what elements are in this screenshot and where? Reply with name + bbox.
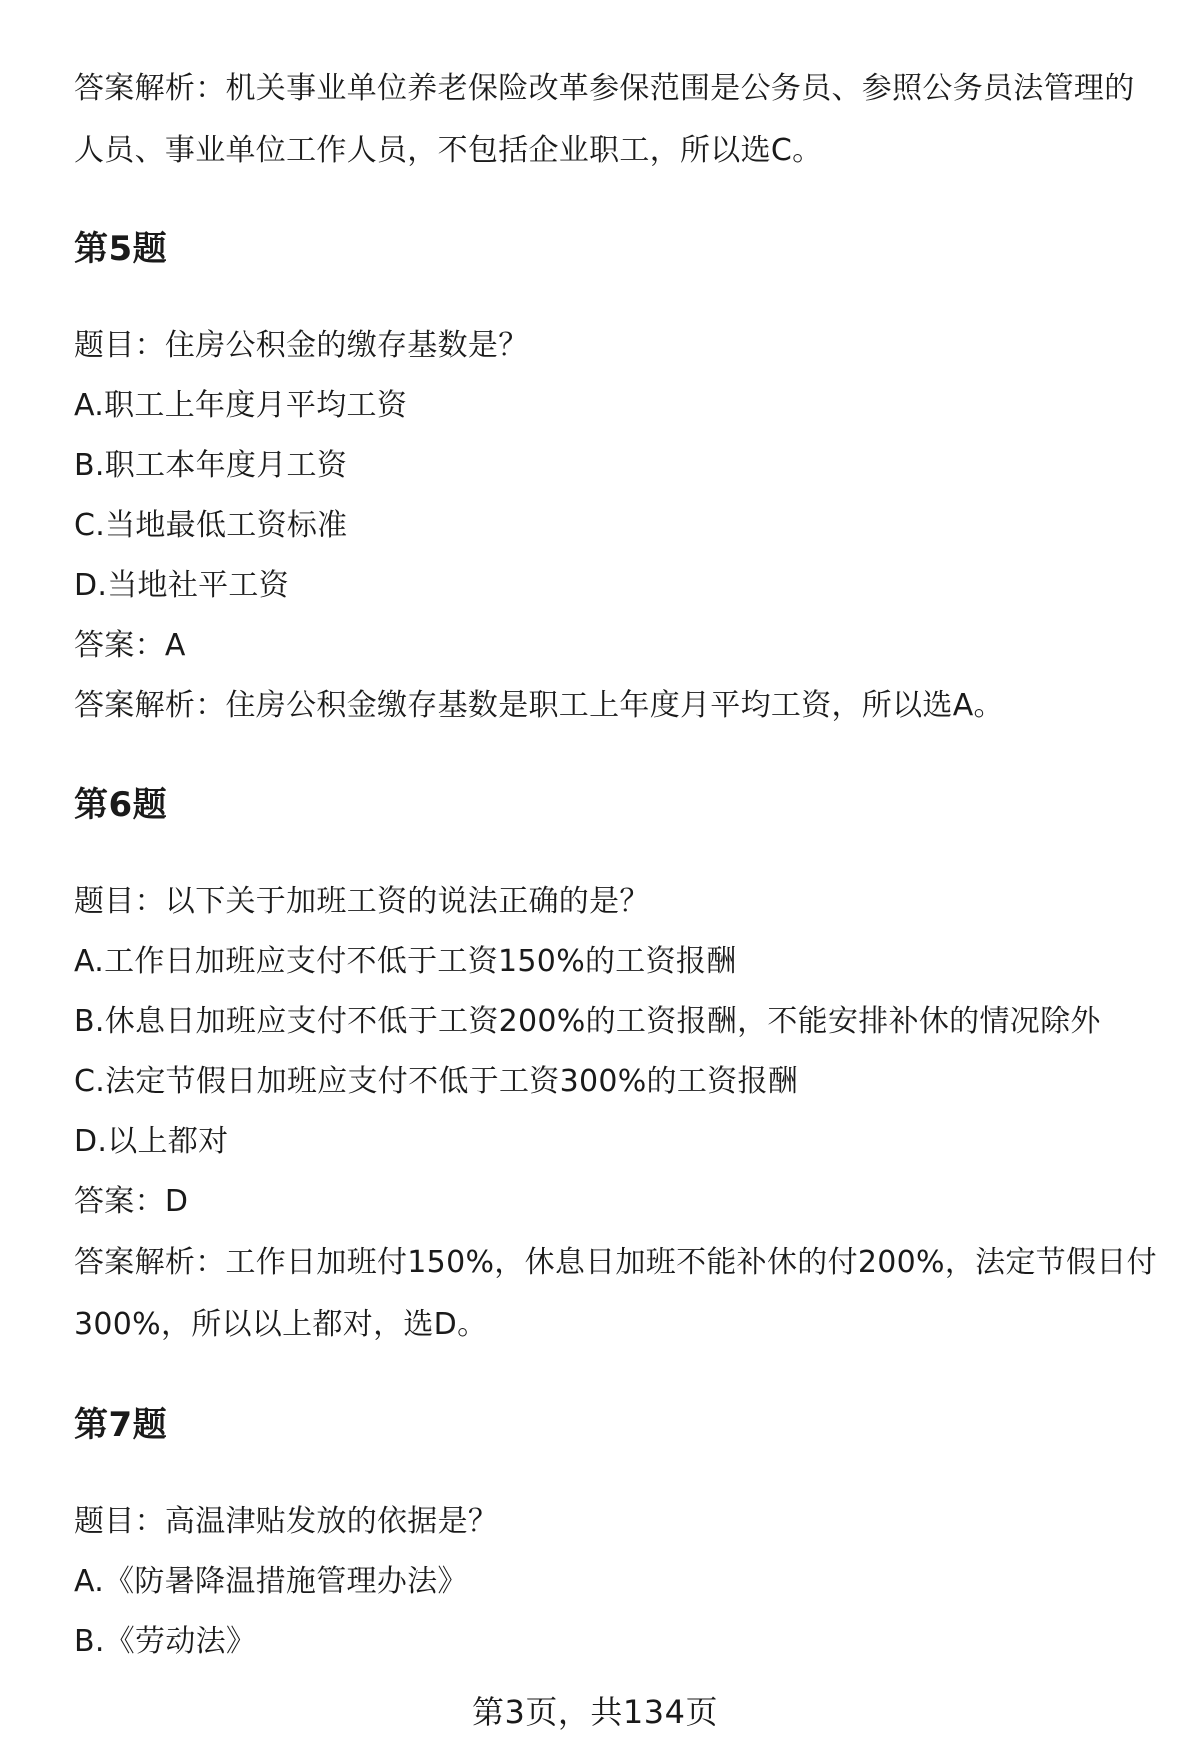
question-heading: 第5题 xyxy=(74,229,168,269)
question-heading: 第7题 xyxy=(74,1405,168,1445)
option-b: B.《劳动法》 xyxy=(74,1624,257,1659)
question-text: 题目：高温津贴发放的依据是？ xyxy=(74,1504,499,1539)
document-page xyxy=(74,58,1164,1672)
answer-analysis: 答案解析：住房公积金缴存基数是职工上年度月平均工资，所以选A。 xyxy=(74,688,1004,723)
option-a: A.工作日加班应支付不低于工资150%的工资报酬 xyxy=(74,944,737,979)
answer-analysis: 答案解析：机关事业单位养老保险改革参保范围是公务员、参照公务员法管理的人员、事业单位工作人员，不包括企业职工，所以选C。 xyxy=(74,71,1135,168)
page-number-footer: 第3页，共134页 xyxy=(472,1693,718,1731)
option-b: B.休息日加班应支付不低于工资200%的工资报酬，不能安排补休的情况除外 xyxy=(74,1004,1101,1039)
question-heading: 第6题 xyxy=(74,785,168,825)
option-b: B.职工本年度月工资 xyxy=(74,448,348,483)
option-a: A.职工上年度月平均工资 xyxy=(74,388,408,423)
question-text: 题目：以下关于加班工资的说法正确的是？ xyxy=(74,884,650,919)
question-text: 题目：住房公积金的缴存基数是？ xyxy=(74,328,529,363)
option-d: D.以上都对 xyxy=(74,1124,229,1159)
option-d: D.当地社平工资 xyxy=(74,568,290,603)
answer: 答案：D xyxy=(74,1184,189,1219)
answer: 答案：A xyxy=(74,628,186,663)
answer-analysis: 答案解析：工作日加班付150%，休息日加班不能补休的付200%，法定节假日付300%，所以以上都对，选D。 xyxy=(74,1245,1157,1342)
option-a: A.《防暑降温措施管理办法》 xyxy=(74,1564,468,1599)
option-c: C.法定节假日加班应支付不低于工资300%的工资报酬 xyxy=(74,1064,799,1099)
option-c: C.当地最低工资标准 xyxy=(74,508,348,543)
